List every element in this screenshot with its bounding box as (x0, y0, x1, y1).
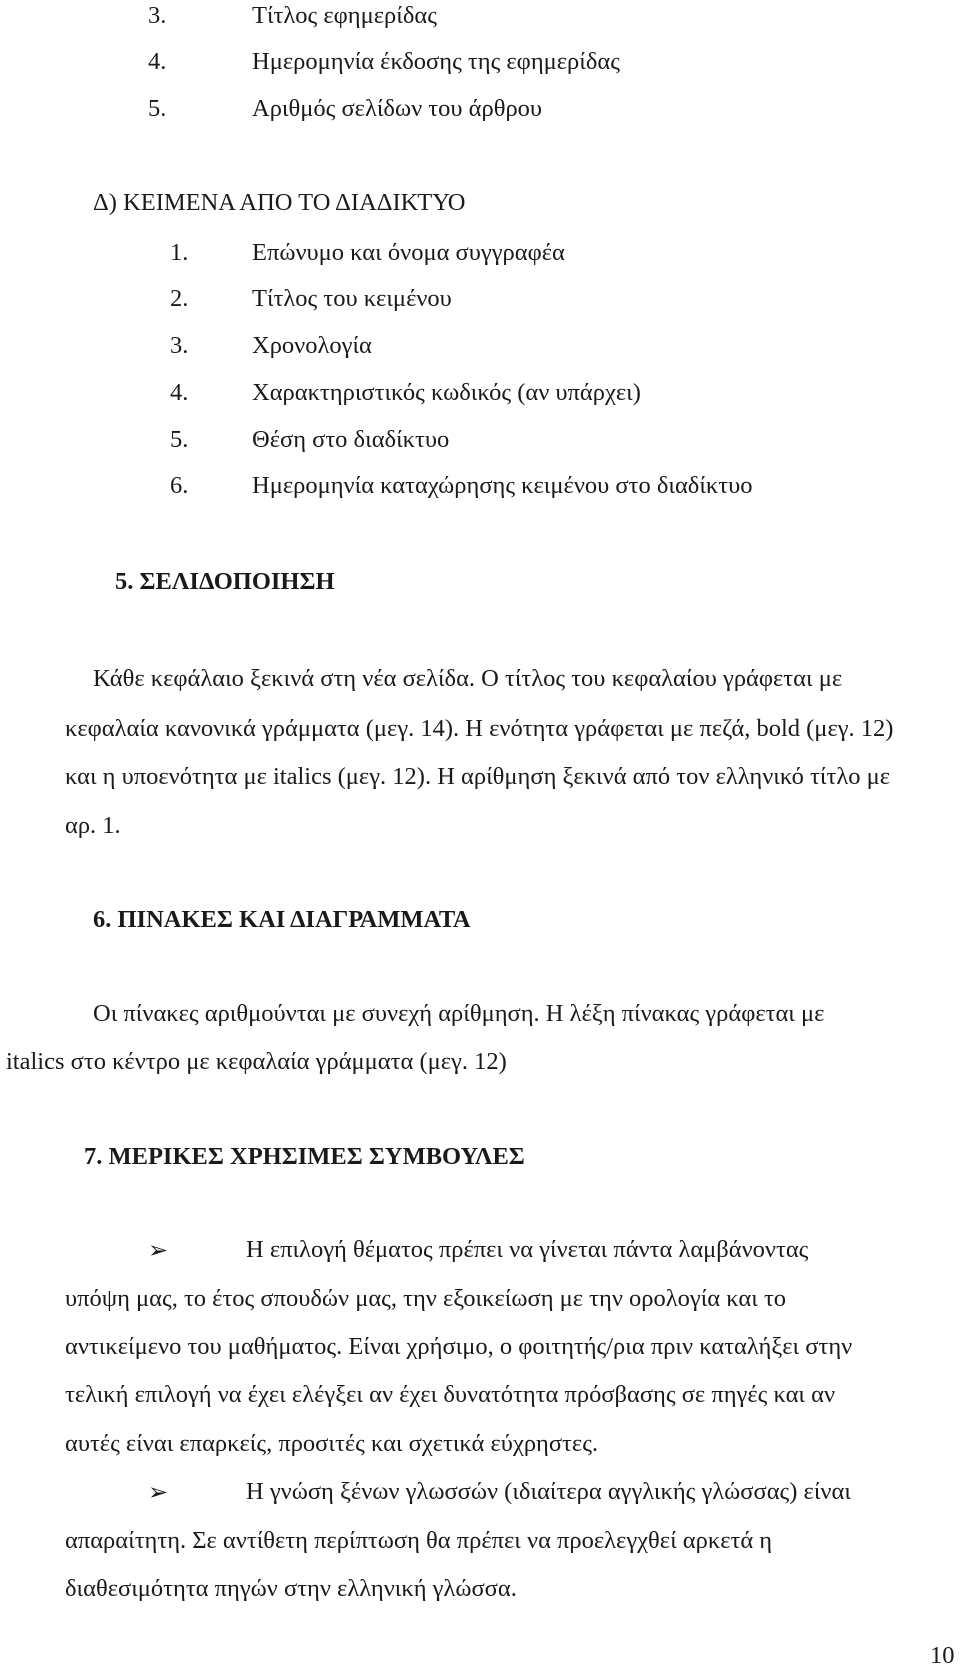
bullet-line: Η γνώση ξένων γλωσσών (ιδιαίτερα αγγλικής γλώσσας) είναι (246, 1478, 851, 1505)
section-5-heading: 5. ΣΕΛΙΔΟΠΟΙΗΣΗ (115, 568, 335, 595)
list-number: 3. (170, 332, 189, 359)
list-number: 5. (148, 95, 167, 122)
list-item: Τίτλος εφημερίδας (252, 2, 437, 29)
paragraph-line: Κάθε κεφάλαιο ξεκινά στη νέα σελίδα. Ο τίτλος του κεφαλαίου γράφεται με (93, 665, 843, 692)
paragraph-line: τελική επιλογή να έχει ελέγξει αν έχει δυνατότητα πρόσβασης σε πηγές και αν (65, 1381, 836, 1408)
paragraph-line: italics στο κέντρο με κεφαλαία γράμματα (μεγ. 12) (6, 1048, 507, 1075)
section-6-heading: 6. ΠΙΝΑΚΕΣ ΚΑΙ ΔΙΑΓΡΑΜΜΑΤΑ (93, 906, 471, 933)
section-7-heading: 7. ΜΕΡΙΚΕΣ ΧΡΗΣΙΜΕΣ ΣΥΜΒΟΥΛΕΣ (84, 1143, 525, 1170)
list-item: Τίτλος του κειμένου (252, 285, 452, 312)
list-number: 3. (148, 2, 167, 29)
paragraph-line: και η υποενότητα με italics (μεγ. 12). Η αρίθμηση ξεκινά από τον ελληνικό τίτλο με (65, 763, 891, 790)
list-number: 6. (170, 472, 189, 499)
paragraph-line: διαθεσιμότητα πηγών στην ελληνική γλώσσα. (65, 1575, 517, 1602)
list-number: 4. (170, 379, 189, 406)
paragraph-line: κεφαλαία κανονικά γράμματα (μεγ. 14). Η ενότητα γράφεται με πεζά, bold (μεγ. 12) (65, 715, 894, 742)
list-item: Θέση στο διαδίκτυο (252, 426, 450, 453)
section-d-heading: Δ) ΚΕΙΜΕΝΑ ΑΠΟ ΤΟ ΔΙΑΔΙΚΤΥΟ (93, 189, 466, 216)
list-item: Αριθμός σελίδων του άρθρου (252, 95, 543, 122)
list-number: 4. (148, 48, 167, 75)
paragraph-line: υπόψη μας, το έτος σπουδών μας, την εξοικείωση με την ορολογία και το (65, 1285, 787, 1312)
paragraph-line: αρ. 1. (65, 812, 121, 839)
list-item: Επώνυμο και όνομα συγγραφέα (252, 239, 565, 266)
list-number: 2. (170, 285, 189, 312)
list-item: Χαρακτηριστικός κωδικός (αν υπάρχει) (252, 379, 641, 406)
list-number: 5. (170, 426, 189, 453)
paragraph-line: απαραίτητη. Σε αντίθετη περίπτωση θα πρέπει να προελεγχθεί αρκετά η (65, 1527, 773, 1554)
list-item: Ημερομηνία έκδοσης της εφημερίδας (252, 48, 620, 75)
arrow-bullet-icon: ➢ (148, 1478, 169, 1506)
bullet-line: Η επιλογή θέματος πρέπει να γίνεται πάντα λαμβάνοντας (246, 1236, 809, 1263)
arrow-bullet-icon: ➢ (148, 1236, 169, 1264)
paragraph-line: αντικείμενο του μαθήματος. Είναι χρήσιμο, ο φοιτητής/ρια πριν καταλήξει στην (65, 1333, 853, 1360)
list-number: 1. (170, 239, 189, 266)
paragraph-line: Οι πίνακες αριθμούνται με συνεχή αρίθμηση. Η λέξη πίνακας γράφεται με (93, 1000, 825, 1027)
page-number: 10 (930, 1642, 955, 1669)
paragraph-line: αυτές είναι επαρκείς, προσιτές και σχετικά εύχρηστες. (65, 1430, 599, 1457)
list-item: Χρονολογία (252, 332, 372, 359)
list-item: Ημερομηνία καταχώρησης κειμένου στο διαδίκτυο (252, 472, 753, 499)
